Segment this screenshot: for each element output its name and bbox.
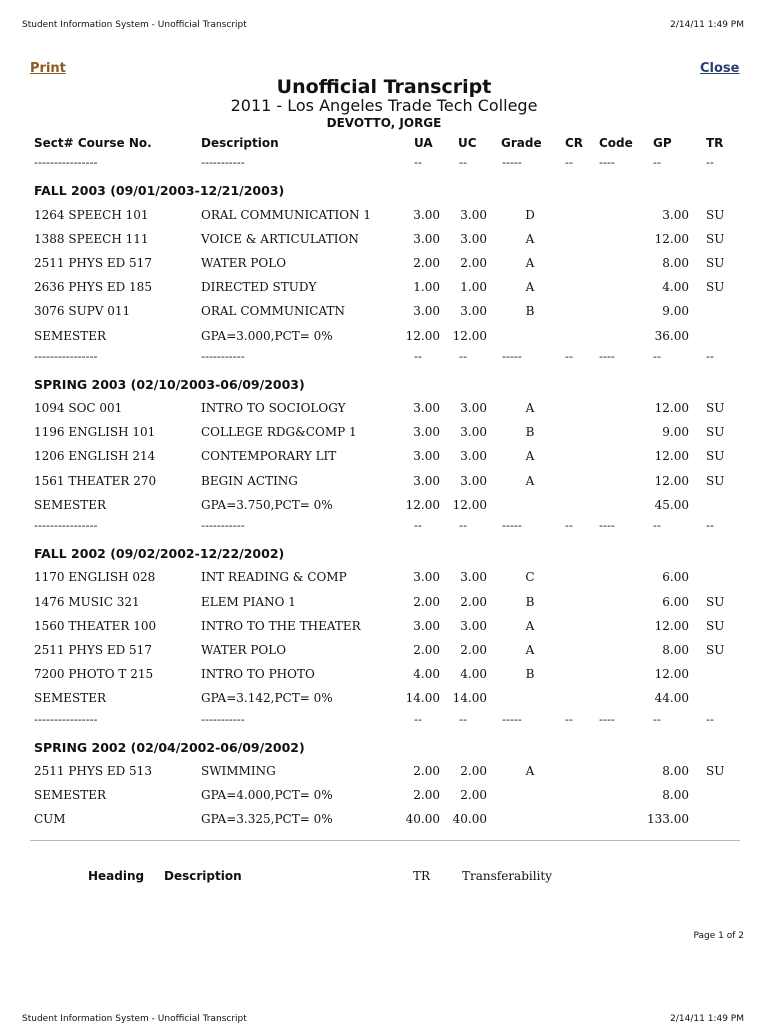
course-uc: 2.00	[460, 642, 487, 657]
course-row	[0, 590, 768, 614]
separator-grade: -----	[502, 156, 522, 170]
course-tr: SU	[706, 401, 725, 416]
semester-uc: 14.00	[452, 691, 487, 706]
semester-label: SEMESTER	[34, 328, 107, 343]
course-gp: 12.00	[654, 449, 689, 464]
browser-footer-datetime: 2/14/11 1:49 PM	[670, 1014, 744, 1024]
course-ua: 2.00	[413, 642, 440, 657]
course-grade: A	[525, 255, 535, 270]
separator-row	[0, 348, 768, 372]
course-uc: 2.00	[460, 763, 487, 778]
course-gp: 8.00	[662, 642, 689, 657]
cumulative-gp: 133.00	[647, 812, 689, 827]
separator-cr: --	[565, 712, 573, 726]
course-gp: 9.00	[662, 425, 689, 440]
course-description: WATER POLO	[201, 255, 287, 270]
course-grade: C	[525, 570, 535, 585]
page-title: Unofficial Transcript	[276, 76, 492, 98]
course-row	[0, 299, 768, 323]
separator-tr: --	[706, 156, 714, 170]
course-row	[0, 444, 768, 468]
browser-header-title: Student Information System - Unofficial Transcript	[22, 20, 247, 30]
course-tr: SU	[706, 207, 725, 222]
semester-gp: 45.00	[654, 497, 689, 512]
course-uc: 3.00	[460, 570, 487, 585]
separator-ua: --	[414, 712, 422, 726]
column-header-course: Sect# Course No.	[34, 136, 152, 150]
term-title: FALL 2002 (09/02/2002-12/22/2002)	[34, 546, 285, 562]
student-name: DEVOTTO, JORGE	[326, 116, 442, 130]
separator-code: ----	[599, 712, 615, 726]
page-indicator: Page 1 of 2	[693, 931, 744, 941]
term-title: SPRING 2002 (02/04/2002-06/09/2002)	[34, 739, 305, 755]
semester-gp: 44.00	[654, 691, 689, 706]
term-title: SPRING 2003 (02/10/2003-06/09/2003)	[34, 376, 305, 392]
transcript-body	[0, 154, 768, 831]
course-ua: 3.00	[413, 207, 440, 222]
course-gp: 6.00	[662, 570, 689, 585]
course-grade: B	[525, 425, 535, 440]
cumulative-row	[0, 807, 768, 831]
cumulative-label: CUM	[34, 812, 66, 827]
term-title: FALL 2003 (09/01/2003-12/21/2003)	[34, 183, 285, 199]
cumulative-uc: 40.00	[452, 812, 487, 827]
course-number: 2511 PHYS ED 517	[34, 255, 152, 270]
course-uc: 3.00	[460, 473, 487, 488]
course-gp: 4.00	[662, 280, 689, 295]
course-description: BEGIN ACTING	[201, 473, 298, 488]
course-gp: 12.00	[654, 618, 689, 633]
course-uc: 3.00	[460, 449, 487, 464]
semester-summary-row	[0, 493, 768, 517]
course-uc: 3.00	[460, 401, 487, 416]
separator-gp: --	[653, 349, 661, 363]
course-description: WATER POLO	[201, 642, 287, 657]
course-tr: SU	[706, 280, 725, 295]
semester-summary-row	[0, 324, 768, 348]
course-grade: B	[525, 667, 535, 682]
course-ua: 3.00	[413, 618, 440, 633]
separator-ua: --	[414, 349, 422, 363]
course-ua: 3.00	[413, 473, 440, 488]
column-header-tr: TR	[706, 136, 724, 150]
separator-row	[0, 154, 768, 178]
course-description: ORAL COMMUNICATION 1	[201, 207, 371, 222]
column-header-cr: CR	[565, 136, 584, 150]
separator-description: -----------	[201, 712, 245, 726]
course-uc: 3.00	[460, 618, 487, 633]
course-number: 1560 THEATER 100	[34, 618, 157, 633]
browser-footer-title: Student Information System - Unofficial Transcript	[22, 1014, 247, 1024]
course-uc: 1.00	[460, 280, 487, 295]
course-ua: 2.00	[413, 255, 440, 270]
column-header-gp: GP	[653, 136, 672, 150]
semester-label: SEMESTER	[34, 497, 107, 512]
course-number: 3076 SUPV 011	[34, 304, 131, 319]
column-header-description: Description	[201, 136, 279, 150]
semester-gpa: GPA=3.000,PCT= 0%	[201, 328, 333, 343]
course-gp: 6.00	[662, 594, 689, 609]
course-ua: 1.00	[413, 280, 440, 295]
course-ua: 2.00	[413, 594, 440, 609]
course-tr: SU	[706, 618, 725, 633]
separator-cr: --	[565, 156, 573, 170]
course-uc: 4.00	[460, 667, 487, 682]
course-description: ELEM PIANO 1	[201, 594, 296, 609]
college-name: 2011 - Los Angeles Trade Tech College	[230, 96, 538, 115]
course-number: 1094 SOC 001	[34, 401, 123, 416]
course-grade: D	[525, 207, 535, 222]
course-row	[0, 565, 768, 589]
separator-gp: --	[653, 519, 661, 532]
separator-course: ----------------	[34, 712, 98, 726]
semester-label: SEMESTER	[34, 691, 107, 706]
course-gp: 12.00	[654, 401, 689, 416]
separator-grade: -----	[502, 712, 522, 726]
course-ua: 3.00	[413, 304, 440, 319]
separator-code: ----	[599, 519, 615, 532]
browser-header-datetime: 2/14/11 1:49 PM	[670, 20, 744, 30]
separator-course: ----------------	[34, 519, 98, 532]
course-ua: 3.00	[413, 570, 440, 585]
course-description: INTRO TO PHOTO	[201, 667, 315, 682]
course-tr: SU	[706, 642, 725, 657]
course-row	[0, 420, 768, 444]
course-description: CONTEMPORARY LIT	[201, 449, 337, 464]
semester-ua: 12.00	[405, 497, 440, 512]
course-description: INTRO TO THE THEATER	[201, 618, 361, 633]
course-gp: 8.00	[662, 255, 689, 270]
course-grade: B	[525, 594, 535, 609]
course-uc: 3.00	[460, 304, 487, 319]
semester-label: SEMESTER	[34, 788, 107, 803]
table-header-row	[0, 130, 768, 154]
separator-description: -----------	[201, 349, 245, 363]
course-row	[0, 396, 768, 420]
course-gp: 12.00	[654, 667, 689, 682]
close-link[interactable]: Close	[700, 61, 740, 76]
divider	[30, 840, 740, 841]
course-row	[0, 638, 768, 662]
semester-ua: 2.00	[413, 788, 440, 803]
separator-uc: --	[459, 349, 467, 363]
course-grade: A	[525, 401, 535, 416]
course-grade: A	[525, 280, 535, 295]
cumulative-gpa: GPA=3.325,PCT= 0%	[201, 812, 333, 827]
separator-uc: --	[459, 519, 467, 532]
separator-description: -----------	[201, 519, 245, 532]
separator-cr: --	[565, 519, 573, 532]
semester-ua: 14.00	[405, 691, 440, 706]
separator-uc: --	[459, 156, 467, 170]
course-number: 1388 SPEECH 111	[34, 231, 149, 246]
separator-description: -----------	[201, 156, 245, 170]
separator-code: ----	[599, 349, 615, 363]
separator-code: ----	[599, 156, 615, 170]
course-ua: 2.00	[413, 763, 440, 778]
course-grade: A	[525, 231, 535, 246]
course-number: 1264 SPEECH 101	[34, 207, 149, 222]
course-description: SWIMMING	[201, 763, 276, 778]
course-description: INT READING & COMP	[201, 570, 347, 585]
course-description: COLLEGE RDG&COMP 1	[201, 425, 357, 440]
legend-heading: Heading	[88, 869, 145, 883]
separator-gp: --	[653, 712, 661, 726]
course-number: 7200 PHOTO T 215	[34, 667, 154, 682]
semester-summary-row	[0, 783, 768, 807]
separator-gp: --	[653, 156, 661, 170]
separator-grade: -----	[502, 519, 522, 532]
course-number: 1561 THEATER 270	[34, 473, 157, 488]
course-description: VOICE & ARTICULATION	[201, 231, 359, 246]
course-tr: SU	[706, 425, 725, 440]
course-uc: 2.00	[460, 594, 487, 609]
separator-ua: --	[414, 519, 422, 532]
legend-transferability: Transferability	[462, 869, 553, 883]
cumulative-ua: 40.00	[405, 812, 440, 827]
separator-tr: --	[706, 519, 714, 532]
semester-gpa: GPA=3.142,PCT= 0%	[201, 691, 333, 706]
semester-ua: 12.00	[405, 328, 440, 343]
course-tr: SU	[706, 473, 725, 488]
semester-summary-row	[0, 686, 768, 710]
course-gp: 12.00	[654, 231, 689, 246]
separator-course: ----------------	[34, 349, 98, 363]
course-grade: A	[525, 473, 535, 488]
course-ua: 3.00	[413, 231, 440, 246]
course-tr: SU	[706, 255, 725, 270]
separator-row	[0, 517, 768, 541]
course-tr: SU	[706, 449, 725, 464]
separator-uc: --	[459, 712, 467, 726]
course-row	[0, 275, 768, 299]
course-gp: 9.00	[662, 304, 689, 319]
course-grade: A	[525, 618, 535, 633]
semester-uc: 2.00	[460, 788, 487, 803]
course-row	[0, 614, 768, 638]
course-number: 1206 ENGLISH 214	[34, 449, 156, 464]
term-heading	[0, 735, 768, 759]
course-uc: 3.00	[460, 207, 487, 222]
course-number: 2511 PHYS ED 517	[34, 642, 152, 657]
separator-tr: --	[706, 349, 714, 363]
course-description: ORAL COMMUNICATN	[201, 304, 345, 319]
transcript-table	[0, 130, 768, 831]
course-grade: A	[525, 763, 535, 778]
course-row	[0, 469, 768, 493]
semester-gp: 36.00	[654, 328, 689, 343]
course-tr: SU	[706, 231, 725, 246]
column-header-ua: UA	[414, 136, 433, 150]
semester-uc: 12.00	[452, 328, 487, 343]
column-header-uc: UC	[458, 136, 477, 150]
course-gp: 12.00	[654, 473, 689, 488]
course-ua: 3.00	[413, 449, 440, 464]
course-tr: SU	[706, 594, 725, 609]
semester-uc: 12.00	[452, 497, 487, 512]
legend-description: Description	[164, 869, 242, 883]
course-row	[0, 662, 768, 686]
separator-row	[0, 711, 768, 735]
course-number: 2511 PHYS ED 513	[34, 763, 152, 778]
semester-gp: 8.00	[662, 788, 689, 803]
column-header-grade: Grade	[501, 136, 542, 150]
separator-grade: -----	[502, 349, 522, 363]
course-uc: 3.00	[460, 425, 487, 440]
course-ua: 4.00	[413, 667, 440, 682]
course-ua: 3.00	[413, 425, 440, 440]
course-grade: A	[525, 642, 535, 657]
course-uc: 2.00	[460, 255, 487, 270]
print-link[interactable]: Print	[30, 61, 66, 76]
separator-ua: --	[414, 156, 422, 170]
course-description: DIRECTED STUDY	[201, 280, 317, 295]
column-header-code: Code	[599, 136, 633, 150]
separator-cr: --	[565, 349, 573, 363]
semester-gpa: GPA=4.000,PCT= 0%	[201, 788, 333, 803]
course-number: 2636 PHYS ED 185	[34, 280, 152, 295]
course-number: 1476 MUSIC 321	[34, 594, 140, 609]
course-number: 1170 ENGLISH 028	[34, 570, 156, 585]
term-heading	[0, 541, 768, 565]
term-heading	[0, 372, 768, 396]
course-ua: 3.00	[413, 401, 440, 416]
separator-course: ----------------	[34, 156, 98, 170]
course-uc: 3.00	[460, 231, 487, 246]
course-row	[0, 759, 768, 783]
course-description: INTRO TO SOCIOLOGY	[201, 401, 346, 416]
semester-gpa: GPA=3.750,PCT= 0%	[201, 497, 333, 512]
course-grade: B	[525, 304, 535, 319]
course-gp: 8.00	[662, 763, 689, 778]
legend-tr: TR	[413, 869, 431, 883]
course-row	[0, 251, 768, 275]
course-tr: SU	[706, 763, 725, 778]
course-gp: 3.00	[662, 207, 689, 222]
course-row	[0, 203, 768, 227]
course-number: 1196 ENGLISH 101	[34, 425, 156, 440]
separator-tr: --	[706, 712, 714, 726]
course-row	[0, 227, 768, 251]
term-heading	[0, 178, 768, 202]
course-grade: A	[525, 449, 535, 464]
